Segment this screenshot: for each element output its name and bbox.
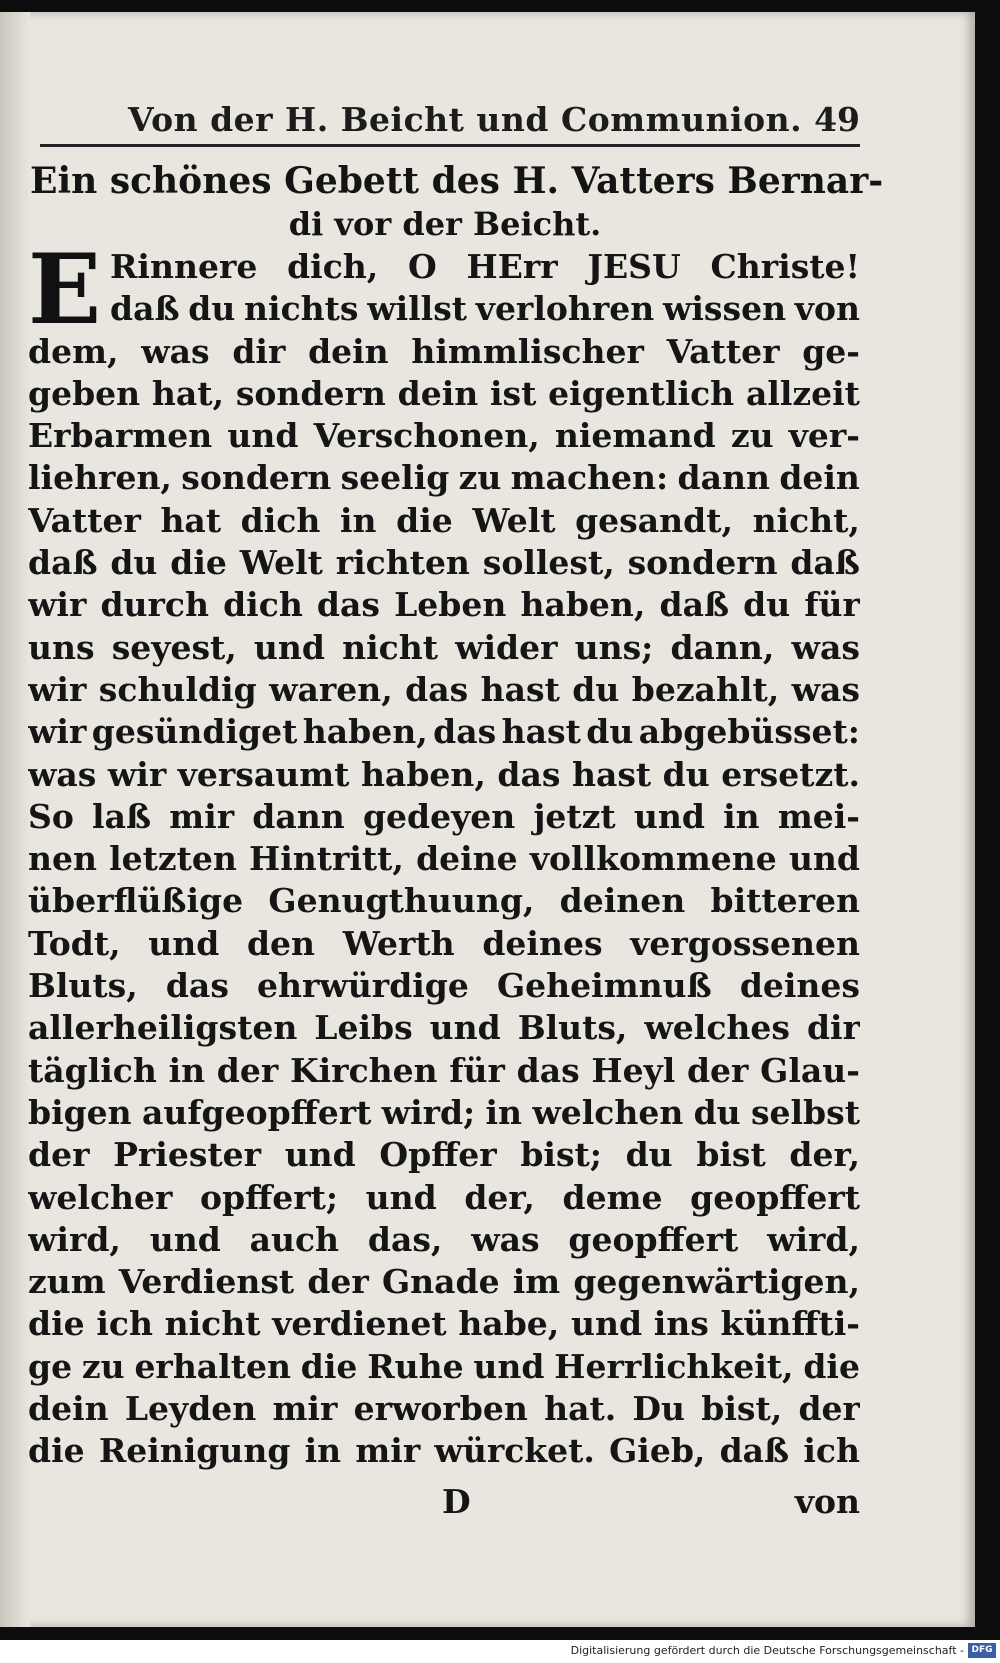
word: durch [100, 585, 209, 625]
word: uns; [574, 627, 654, 667]
word: erworben [353, 1389, 528, 1429]
word: verlohren [475, 289, 655, 329]
word: dann [252, 796, 345, 836]
word: den [246, 923, 316, 963]
word: wir [28, 712, 87, 752]
word: wir [107, 754, 167, 794]
word: bist; [520, 1135, 602, 1175]
word: du [572, 669, 620, 709]
word: Glau- [760, 1050, 860, 1090]
word: ich [96, 1304, 153, 1344]
word: haben, [520, 585, 646, 625]
word: sondern [181, 458, 332, 498]
word: ersetzt. [721, 754, 860, 794]
page-footer-catchwords [30, 1482, 860, 1526]
word: dir [232, 331, 286, 371]
word: geben [28, 373, 141, 413]
word: du [693, 1092, 741, 1132]
text-line [28, 246, 860, 288]
word: dich [223, 585, 303, 625]
word: von [794, 289, 860, 329]
funding-credit: Digitalisierung gefördert durch die Deutsche Forschungsgemeinschaft - [570, 1644, 964, 1657]
word: Welt [239, 543, 323, 583]
word: bist, [701, 1389, 783, 1429]
word: überflüßige [28, 881, 244, 921]
word: das [497, 754, 561, 794]
word: seyest, [111, 627, 237, 667]
word: du [110, 543, 158, 583]
word: zum [28, 1262, 106, 1302]
word: mir [355, 1431, 421, 1471]
text-line [28, 880, 860, 922]
word: Christe! [710, 247, 860, 286]
word: deine [416, 839, 518, 879]
word: dir [806, 1008, 860, 1048]
word: für [804, 585, 860, 625]
word: daß [659, 585, 730, 625]
word: und [788, 839, 860, 879]
word: So [28, 796, 74, 836]
word: was [471, 1219, 540, 1259]
text-line [28, 1303, 860, 1345]
word: zu [730, 416, 774, 456]
word: geopffert [568, 1219, 739, 1259]
word: dem, [28, 331, 119, 371]
word: ist [490, 373, 537, 413]
word: Verdienst [118, 1262, 295, 1302]
word: verdienet [272, 1304, 447, 1344]
word: die [28, 1431, 85, 1471]
word: mir [169, 796, 235, 836]
word: auch [249, 1219, 340, 1259]
word: laß [92, 796, 152, 836]
word: Genugthuung, [268, 881, 535, 921]
word: JESU [587, 247, 681, 286]
word: haben, [302, 712, 428, 752]
word: in [339, 500, 377, 540]
word: nichts [244, 289, 359, 329]
text-line [28, 1050, 860, 1092]
word: was [791, 669, 860, 709]
word: Bluts, [28, 966, 138, 1006]
word: du [188, 289, 236, 329]
word: vollkommene [529, 839, 777, 879]
word: und [149, 1219, 221, 1259]
word: Hintritt, [249, 839, 404, 879]
word: uns [28, 627, 95, 667]
word: hast [480, 669, 560, 709]
word: das [433, 712, 497, 752]
word: wird; [381, 1092, 476, 1132]
word: würcket. [434, 1431, 595, 1471]
word: du [662, 754, 710, 794]
word: nicht, [752, 500, 860, 540]
word: deinen [559, 881, 686, 921]
text-line [28, 1219, 860, 1261]
word: das [405, 669, 469, 709]
text-line [28, 754, 860, 796]
word: du [586, 712, 634, 752]
word: nicht [342, 627, 438, 667]
word: bigen [28, 1092, 132, 1132]
text-line [28, 584, 860, 626]
word: der [216, 1050, 279, 1090]
word: bitteren [710, 881, 860, 921]
word: ge [28, 1346, 73, 1386]
word: Leben [394, 585, 507, 625]
word: Gnade [381, 1262, 500, 1302]
text-line [28, 373, 860, 415]
word: wider [455, 627, 558, 667]
text-line [28, 500, 860, 542]
page-number: 49 [814, 100, 860, 139]
word: Leyden [124, 1389, 257, 1429]
signature-mark: D [442, 1482, 471, 1521]
word: ich [803, 1431, 860, 1471]
word: Priester [113, 1135, 262, 1175]
word: der, [464, 1177, 535, 1217]
text-line [28, 457, 860, 499]
running-head: Von der H. Beicht und Communion. [128, 100, 803, 139]
word: in [304, 1431, 342, 1471]
word: letzten [109, 839, 237, 879]
word: hast [571, 754, 652, 794]
text-line [28, 1346, 860, 1388]
word: Leibs [314, 1008, 413, 1048]
word: liehren, [28, 458, 172, 498]
word: nicht [164, 1304, 261, 1344]
word: und [429, 1008, 501, 1048]
word: richten [335, 543, 470, 583]
word: Welt [472, 500, 556, 540]
word: der, [789, 1135, 860, 1175]
text-line [28, 923, 860, 965]
word: wissen [662, 289, 787, 329]
word: der [798, 1389, 860, 1429]
word: täglich [28, 1050, 157, 1090]
word: ge- [802, 331, 860, 371]
word: O [408, 247, 437, 286]
text-line [28, 415, 860, 457]
word: die [803, 1346, 860, 1386]
word: Todt, [28, 923, 121, 963]
word: welches [644, 1008, 790, 1048]
word: du [625, 1135, 673, 1175]
word: daß [28, 543, 98, 583]
text-line [28, 542, 860, 584]
word: erhalten [134, 1346, 291, 1386]
word: niemand [554, 416, 716, 456]
word: versaumt [177, 754, 350, 794]
word: deme [562, 1177, 663, 1217]
word: HErr [466, 247, 558, 286]
word: und [633, 796, 705, 836]
word: ver- [788, 416, 860, 456]
word: und [570, 1304, 643, 1344]
text-line [28, 627, 860, 669]
text-line [28, 331, 860, 373]
text-line [28, 711, 860, 753]
word: hast [501, 712, 581, 752]
title-line-1: Ein schönes Gebett des H. Vatters Bernar- [30, 160, 884, 202]
drop-cap: E [28, 233, 102, 346]
word: bezahlt, [631, 669, 780, 709]
word: Kirchen [289, 1050, 438, 1090]
word: was [791, 627, 860, 667]
word: Erbarmen [28, 416, 213, 456]
word: wir [28, 669, 87, 709]
word: gedeyen [362, 796, 516, 836]
title-line-2: di vor der Beicht. [288, 205, 602, 243]
word: vergossenen [630, 923, 860, 963]
word: daß [790, 543, 860, 583]
word: die [28, 1304, 85, 1344]
word: daß [110, 289, 180, 329]
text-line [28, 1430, 860, 1472]
word: in [485, 1092, 523, 1132]
word: Geheimnuß [497, 966, 712, 1006]
word: daß [719, 1431, 790, 1471]
word: wird, [28, 1219, 121, 1259]
word: allerheiligsten [28, 1008, 298, 1048]
body-text [28, 246, 860, 1473]
text-line [28, 669, 860, 711]
word: selbst [750, 1092, 860, 1132]
word: dann, [670, 627, 775, 667]
word: waren, [269, 669, 393, 709]
text-line [28, 838, 860, 880]
word: künffti- [720, 1304, 860, 1344]
word: und [148, 923, 220, 963]
page-header [40, 96, 860, 147]
word: gegenwärtigen, [573, 1262, 860, 1302]
word: was [28, 754, 97, 794]
word: dein [28, 1389, 109, 1429]
word: Opffer [379, 1135, 497, 1175]
word: das [316, 585, 380, 625]
page-gutter [0, 12, 30, 1627]
word: und [365, 1177, 437, 1217]
word: dein [308, 331, 389, 371]
word: habe, [458, 1304, 560, 1344]
word: dein [397, 373, 479, 413]
word: was [141, 331, 210, 371]
digitization-footer [0, 1640, 1000, 1663]
word: das, [367, 1219, 443, 1259]
prayer-title [30, 158, 884, 244]
word: die [170, 543, 227, 583]
word: welchen [532, 1092, 684, 1132]
word: in [723, 796, 760, 836]
word: Gieb, [609, 1431, 706, 1471]
word: der [686, 1050, 749, 1090]
word: hat [160, 500, 222, 540]
word: machen: [510, 458, 669, 498]
word: dich, [287, 247, 379, 286]
word: der [28, 1135, 90, 1175]
word: zu [81, 1346, 125, 1386]
word: wir [28, 585, 87, 625]
word: für [449, 1050, 505, 1090]
word: Reinigung [98, 1431, 291, 1471]
text-line [28, 1261, 860, 1303]
word: Herrlichkeit, [554, 1346, 794, 1386]
word: bist [696, 1135, 766, 1175]
word: Ruhe [367, 1346, 464, 1386]
word: im [512, 1262, 561, 1302]
word: Du [632, 1389, 686, 1429]
word: und [473, 1346, 545, 1386]
word: seelig [340, 458, 450, 498]
word: Vatter [666, 331, 780, 371]
word: opffert; [200, 1177, 339, 1217]
text-line [28, 1388, 860, 1430]
word: ehrwürdige [257, 966, 469, 1006]
word: Rinnere [110, 247, 258, 286]
word: du [743, 585, 791, 625]
word: die [396, 500, 453, 540]
word: allzeit [745, 373, 860, 413]
word: gesündiget [91, 712, 298, 752]
word: Verschonen, [313, 416, 540, 456]
dfg-logo: DFG [968, 1643, 996, 1658]
word: Vatter [28, 500, 141, 540]
word: himmlischer [411, 331, 644, 371]
text-line [28, 796, 860, 838]
word: geopffert [690, 1177, 860, 1217]
word: in [168, 1050, 206, 1090]
word: sondern [235, 373, 386, 413]
word: schuldig [98, 669, 257, 709]
text-line [28, 965, 860, 1007]
word: dann [677, 458, 770, 498]
text-line [28, 1092, 860, 1134]
word: zu [458, 458, 502, 498]
word: mir [272, 1389, 338, 1429]
text-line [28, 1134, 860, 1176]
text-line [28, 1007, 860, 1049]
word: Werth [342, 923, 455, 963]
word: eigentlich [548, 373, 735, 413]
word: Bluts, [517, 1008, 628, 1048]
word: willst [367, 289, 468, 329]
word: jetzt [533, 796, 616, 836]
word: die [300, 1346, 358, 1386]
word: aufgeopffert [141, 1092, 372, 1132]
text-line [28, 1177, 860, 1219]
word: deines [482, 923, 603, 963]
word: und [253, 627, 325, 667]
word: sondern [627, 543, 778, 583]
word: welcher [28, 1177, 173, 1217]
word: deines [739, 966, 860, 1006]
word: hat. [544, 1389, 617, 1429]
word: haben, [360, 754, 486, 794]
word: gesandt, [575, 500, 733, 540]
word: abgebüsset: [638, 712, 860, 752]
word: das [165, 966, 229, 1006]
word: das [516, 1050, 580, 1090]
word: und [284, 1135, 356, 1175]
word: sollest, [482, 543, 615, 583]
word: dich [240, 500, 321, 540]
word: und [227, 416, 299, 456]
word: ins [653, 1304, 709, 1344]
word: dein [779, 458, 860, 498]
word: nen [28, 839, 97, 879]
catchword: von [794, 1482, 860, 1521]
text-line [28, 288, 860, 330]
word: der [307, 1262, 369, 1302]
word: wird, [767, 1219, 860, 1259]
word: mei- [777, 796, 860, 836]
word: Heyl [591, 1050, 676, 1090]
word: hat, [151, 373, 225, 413]
